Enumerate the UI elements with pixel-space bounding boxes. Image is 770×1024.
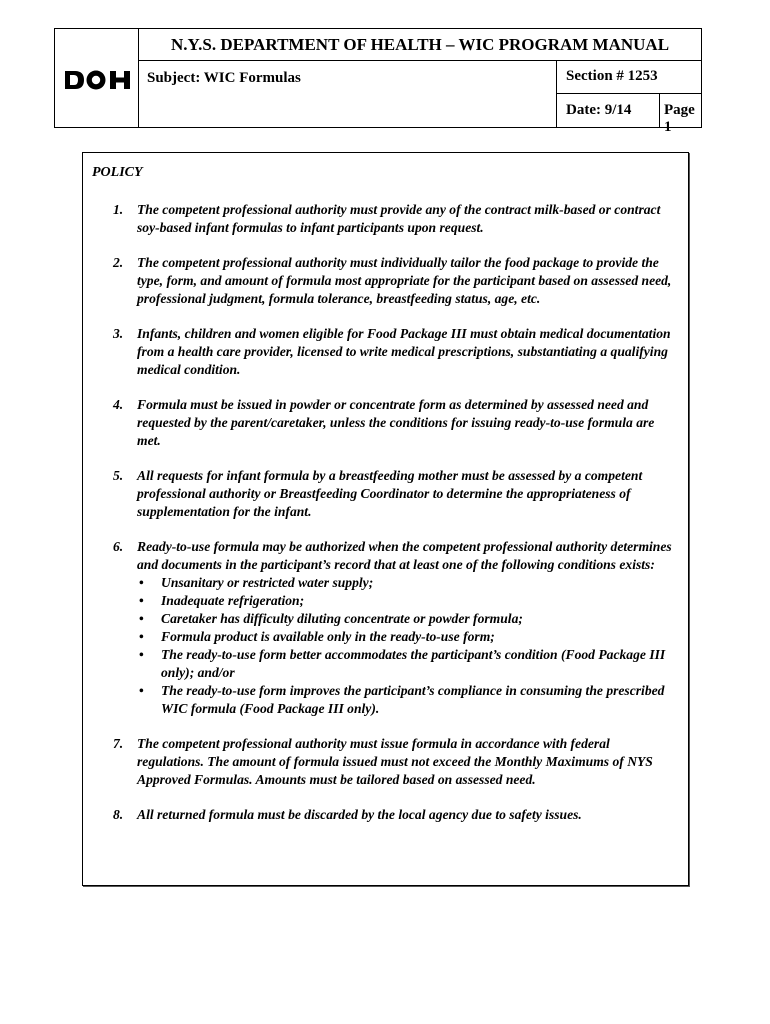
condition-item [137, 682, 674, 718]
document-header [54, 28, 702, 135]
bullet-icon: • [139, 611, 144, 626]
bullet-icon: • [139, 647, 144, 662]
item-number: 1. [113, 202, 124, 217]
item-text: The competent professional authority must provide any of the contract milk-based or contract soy-based infant formulas to infant participants upon request. [137, 202, 661, 235]
item-number: 6. [113, 539, 124, 554]
item-text: All requests for infant formula by a breastfeeding mother must be assessed by a competent professional authority or Breastfeeding Coordinator to determine the appropriateness of supplementation for the infant. [137, 468, 643, 519]
item-number: 2. [113, 255, 124, 270]
section-number: Section # 1253 [557, 61, 701, 94]
policy-list [113, 201, 674, 841]
policy-item [113, 254, 674, 308]
item-text: Formula must be issued in powder or concentrate form as determined by assessed need and requested by the parent/caretaker, unless the conditions for issuing ready-to-use formula are met. [137, 397, 655, 448]
condition-text: Formula product is available only in the ready-to-use form; [161, 629, 495, 644]
policy-item [113, 467, 674, 521]
manual-title: N.Y.S. DEPARTMENT OF HEALTH – WIC PROGRAM MANUAL [139, 29, 701, 61]
logo-cell [55, 29, 139, 127]
item-number: 3. [113, 326, 124, 341]
policy-item [113, 325, 674, 379]
policy-heading: POLICY [92, 165, 143, 180]
condition-item [137, 646, 674, 682]
bullet-icon: • [139, 593, 144, 608]
condition-item [137, 610, 674, 628]
policy-item [113, 538, 674, 718]
policy-item [113, 806, 674, 824]
condition-item [137, 574, 674, 592]
bullet-icon: • [139, 683, 144, 698]
policy-box [82, 152, 689, 886]
document-date: Date: 9/14 [557, 94, 660, 127]
item-text: The competent professional authority must issue formula in accordance with federal regulations. The amount of formula issued must not exceed the Monthly Maximums of NYS Approved Formulas. Amounts must be tailored based on assessed need. [137, 736, 653, 787]
condition-text: Caretaker has difficulty diluting concentrate or powder formula; [161, 611, 523, 626]
item-text: All returned formula must be discarded by the local agency due to safety issues. [137, 807, 582, 822]
condition-item [137, 592, 674, 610]
subject-field: Subject: WIC Formulas [139, 61, 557, 127]
bullet-icon: • [139, 575, 144, 590]
condition-item [137, 628, 674, 646]
doh-logo [64, 70, 132, 90]
condition-text: Unsanitary or restricted water supply; [161, 575, 374, 590]
item-number: 5. [113, 468, 124, 483]
policy-item [113, 396, 674, 450]
policy-item [113, 201, 674, 237]
item-number: 8. [113, 807, 124, 822]
condition-text: The ready-to-use form improves the participant’s compliance in consuming the prescribed WIC formula (Food Package III only). [161, 683, 665, 716]
condition-text: The ready-to-use form better accommodates the participant’s condition (Food Package III only); and/or [161, 647, 666, 680]
item-number: 7. [113, 736, 124, 751]
bullet-icon: • [139, 629, 144, 644]
item-text: Infants, children and women eligible for Food Package III must obtain medical documentation from a health care provider, licensed to write medical prescriptions, substantiating a qualifying medical condition. [137, 326, 671, 377]
item-text: The competent professional authority must individually tailor the food package to provide the type, form, and amount of formula most appropriate for the participant based on assessed need, professional judgment, formula tolerance, breastfeeding status, age, etc. [137, 255, 672, 306]
page-number: Page 1 [664, 102, 695, 135]
conditions-list [137, 574, 674, 718]
policy-item [113, 735, 674, 789]
item-text: Ready-to-use formula may be authorized when the competent professional authority determines and documents in the participant’s record that at least one of the following conditions exists: [137, 539, 672, 572]
item-number: 4. [113, 397, 124, 412]
condition-text: Inadequate refrigeration; [161, 593, 305, 608]
